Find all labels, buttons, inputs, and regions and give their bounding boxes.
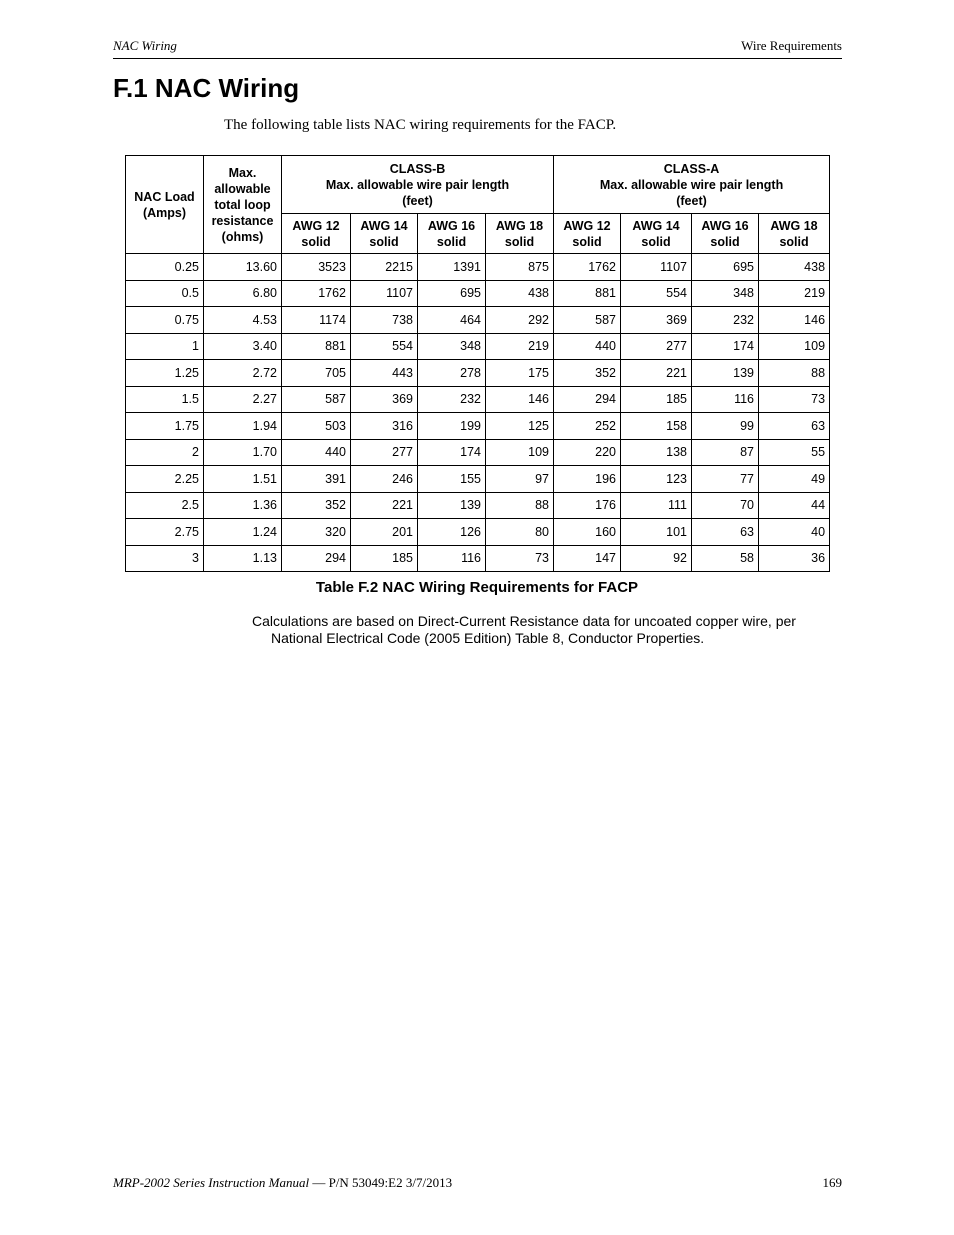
table-cell: 2.27 [204, 386, 282, 413]
table-cell: 158 [621, 413, 692, 440]
table-cell: 123 [621, 466, 692, 493]
col-header-awg: AWG 14 solid [351, 214, 418, 254]
table-row [126, 386, 830, 413]
note-line-2: National Electrical Code (2005 Edition) Table 8, Conductor Properties. [271, 630, 705, 646]
table-cell: 221 [621, 360, 692, 387]
table-cell: 175 [486, 360, 554, 387]
table-cell: 2.75 [126, 519, 204, 546]
table-cell: 695 [692, 254, 759, 281]
table-cell: 587 [554, 307, 621, 334]
table-cell: 292 [486, 307, 554, 334]
table-cell: 464 [418, 307, 486, 334]
table-row [126, 545, 830, 572]
table-row [126, 413, 830, 440]
table-cell: 348 [692, 280, 759, 307]
table-cell: 278 [418, 360, 486, 387]
table-cell: 440 [282, 439, 351, 466]
running-header-right: Wire Requirements [741, 38, 842, 53]
table-cell: 125 [486, 413, 554, 440]
table-body [126, 254, 830, 572]
table-cell: 160 [554, 519, 621, 546]
col-header-loop-resistance: Max. allowable total loop resistance (ohms) [204, 156, 282, 254]
table-cell: 1107 [351, 280, 418, 307]
table-cell: 126 [418, 519, 486, 546]
table-cell: 294 [554, 386, 621, 413]
table-cell: 3.40 [204, 333, 282, 360]
table-cell: 6.80 [204, 280, 282, 307]
table-cell: 55 [759, 439, 830, 466]
running-footer-left [113, 1175, 452, 1191]
calculation-note [252, 613, 832, 647]
table-cell: 1391 [418, 254, 486, 281]
table-cell: 348 [418, 333, 486, 360]
table-row [126, 492, 830, 519]
note-line-1: Calculations are based on Direct-Current Resistance data for uncoated copper wire, per [252, 613, 796, 629]
table-cell: 146 [759, 307, 830, 334]
table-row [126, 254, 830, 281]
table-cell: 2 [126, 439, 204, 466]
intro-paragraph: The following table lists NAC wiring requirements for the FACP. [224, 117, 617, 133]
table-row [126, 439, 830, 466]
table-cell: 77 [692, 466, 759, 493]
table-cell: 294 [282, 545, 351, 572]
table-cell: 185 [351, 545, 418, 572]
table-cell: 155 [418, 466, 486, 493]
table-cell: 185 [621, 386, 692, 413]
table-cell: 58 [692, 545, 759, 572]
table-cell: 1.94 [204, 413, 282, 440]
table-cell: 88 [759, 360, 830, 387]
table-row [126, 519, 830, 546]
table-cell: 738 [351, 307, 418, 334]
col-header-awg: AWG 16 solid [418, 214, 486, 254]
table-cell: 3523 [282, 254, 351, 281]
table-cell: 232 [418, 386, 486, 413]
table-cell: 1.51 [204, 466, 282, 493]
table-cell: 87 [692, 439, 759, 466]
nac-wiring-table [125, 155, 830, 572]
col-header-awg: AWG 18 solid [759, 214, 830, 254]
table-cell: 438 [759, 254, 830, 281]
table-cell: 320 [282, 519, 351, 546]
table-cell: 1.70 [204, 439, 282, 466]
table-row [126, 333, 830, 360]
table-cell: 147 [554, 545, 621, 572]
table-cell: 438 [486, 280, 554, 307]
table-cell: 1174 [282, 307, 351, 334]
table-cell: 277 [351, 439, 418, 466]
section-title: F.1 NAC Wiring [113, 73, 300, 103]
table-cell: 881 [554, 280, 621, 307]
table-cell: 199 [418, 413, 486, 440]
col-header-awg: AWG 18 solid [486, 214, 554, 254]
table-row [126, 466, 830, 493]
table-cell: 1762 [282, 280, 351, 307]
col-header-awg: AWG 12 solid [282, 214, 351, 254]
table-row [126, 360, 830, 387]
table-cell: 196 [554, 466, 621, 493]
table-cell: 109 [486, 439, 554, 466]
table-row [126, 280, 830, 307]
header-divider [113, 58, 842, 59]
table-cell: 1107 [621, 254, 692, 281]
table-cell: 554 [621, 280, 692, 307]
table-cell: 2.72 [204, 360, 282, 387]
table-cell: 1762 [554, 254, 621, 281]
table-header [126, 156, 830, 254]
table-cell: 1.24 [204, 519, 282, 546]
table-cell: 391 [282, 466, 351, 493]
table-cell: 352 [554, 360, 621, 387]
header-row-top [126, 156, 830, 214]
table-cell: 3 [126, 545, 204, 572]
table-cell: 316 [351, 413, 418, 440]
table-caption: Table F.2 NAC Wiring Requirements for FACP [315, 579, 639, 596]
table-cell: 369 [621, 307, 692, 334]
table-cell: 73 [759, 386, 830, 413]
table-cell: 63 [759, 413, 830, 440]
table-cell: 13.60 [204, 254, 282, 281]
table-cell: 695 [418, 280, 486, 307]
table-cell: 277 [621, 333, 692, 360]
col-header-class-b: CLASS-B Max. allowable wire pair length (feet) [282, 156, 554, 214]
table-cell: 1.36 [204, 492, 282, 519]
part-number: — P/N 53049:E2 3/7/2013 [309, 1175, 453, 1190]
table-cell: 2.25 [126, 466, 204, 493]
running-header-left: NAC Wiring [113, 38, 177, 53]
manual-title: MRP-2002 Series Instruction Manual [113, 1175, 310, 1190]
table-cell: 2.5 [126, 492, 204, 519]
table-cell: 44 [759, 492, 830, 519]
col-header-awg: AWG 16 solid [692, 214, 759, 254]
table-cell: 443 [351, 360, 418, 387]
table-cell: 138 [621, 439, 692, 466]
table-cell: 111 [621, 492, 692, 519]
table-cell: 99 [692, 413, 759, 440]
table-cell: 109 [759, 333, 830, 360]
table-cell: 1.75 [126, 413, 204, 440]
table-cell: 554 [351, 333, 418, 360]
table-cell: 176 [554, 492, 621, 519]
table-cell: 232 [692, 307, 759, 334]
table-cell: 369 [351, 386, 418, 413]
table-row [126, 307, 830, 334]
table-cell: 705 [282, 360, 351, 387]
table-cell: 352 [282, 492, 351, 519]
table-cell: 36 [759, 545, 830, 572]
table-cell: 219 [759, 280, 830, 307]
table-cell: 116 [692, 386, 759, 413]
table-cell: 440 [554, 333, 621, 360]
table-cell: 219 [486, 333, 554, 360]
table-cell: 73 [486, 545, 554, 572]
table-cell: 252 [554, 413, 621, 440]
table-cell: 1 [126, 333, 204, 360]
table-cell: 0.25 [126, 254, 204, 281]
col-header-nac-load: NAC Load (Amps) [126, 156, 204, 254]
table-cell: 139 [418, 492, 486, 519]
table-cell: 101 [621, 519, 692, 546]
table-cell: 587 [282, 386, 351, 413]
table-cell: 92 [621, 545, 692, 572]
table-cell: 174 [692, 333, 759, 360]
table-cell: 80 [486, 519, 554, 546]
table-cell: 116 [418, 545, 486, 572]
table-cell: 0.75 [126, 307, 204, 334]
table-cell: 97 [486, 466, 554, 493]
table-cell: 49 [759, 466, 830, 493]
table-cell: 70 [692, 492, 759, 519]
col-header-awg: AWG 14 solid [621, 214, 692, 254]
table-cell: 88 [486, 492, 554, 519]
page-number: 169 [822, 1175, 842, 1190]
table-cell: 40 [759, 519, 830, 546]
col-header-class-a: CLASS-A Max. allowable wire pair length (feet) [554, 156, 830, 214]
table-cell: 139 [692, 360, 759, 387]
table-cell: 146 [486, 386, 554, 413]
table-cell: 4.53 [204, 307, 282, 334]
table-cell: 1.25 [126, 360, 204, 387]
table-cell: 2215 [351, 254, 418, 281]
col-header-awg: AWG 12 solid [554, 214, 621, 254]
table-cell: 201 [351, 519, 418, 546]
table-cell: 0.5 [126, 280, 204, 307]
table-cell: 881 [282, 333, 351, 360]
table-cell: 1.13 [204, 545, 282, 572]
table-cell: 503 [282, 413, 351, 440]
table-cell: 220 [554, 439, 621, 466]
table-cell: 246 [351, 466, 418, 493]
table-cell: 174 [418, 439, 486, 466]
table-cell: 221 [351, 492, 418, 519]
table-cell: 1.5 [126, 386, 204, 413]
table-cell: 63 [692, 519, 759, 546]
table-cell: 875 [486, 254, 554, 281]
